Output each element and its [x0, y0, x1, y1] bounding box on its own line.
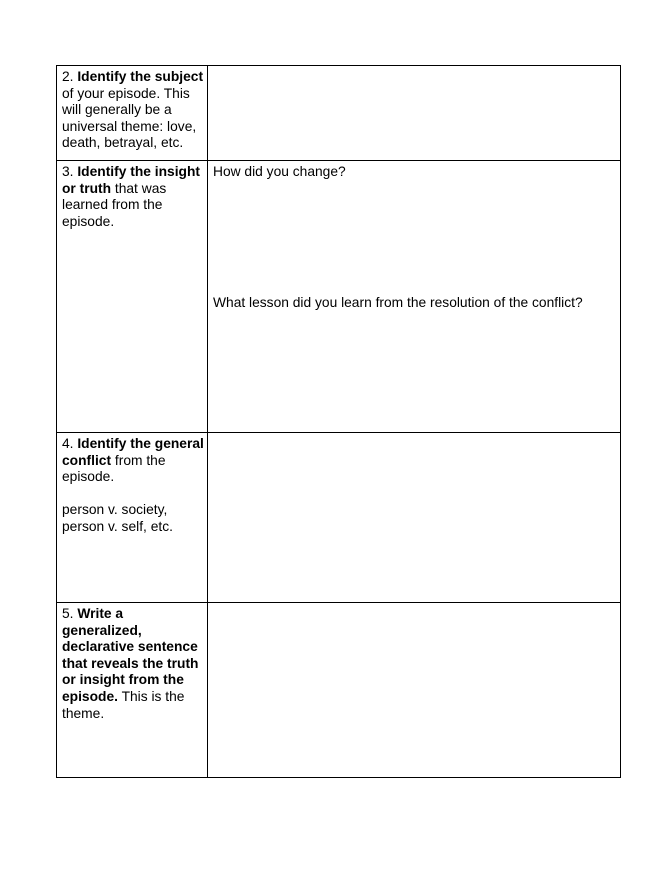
- prompt-cell-3[interactable]: [57, 161, 208, 432]
- table-row-2: [57, 66, 620, 160]
- prompt-text-4: [62, 436, 205, 486]
- prompt-bold-4: Identify the general conflict: [62, 436, 204, 468]
- answer-cell-2[interactable]: [208, 66, 620, 160]
- prompt-rest-3: that was learned from the episode.: [62, 180, 167, 229]
- item-number-2: 2.: [62, 69, 78, 84]
- prompt-bold-2: Identify the subject: [77, 69, 204, 84]
- prompt-cell-5[interactable]: [57, 603, 208, 777]
- prompt-rest-5: This is the theme.: [62, 688, 185, 721]
- item-number-5: 5.: [62, 606, 78, 621]
- prompt-bold-3: Identify the insight or truth: [62, 164, 200, 196]
- answer-question-2: What lesson did you learn from the resolution of the conflict?: [213, 294, 583, 310]
- prompt-rest-2: of your episode. This will generally be a universal theme: love, death, betrayal, etc.: [62, 85, 197, 151]
- item-number-3: 3.: [62, 164, 78, 179]
- prompt-rest-4: from the episode.: [62, 452, 166, 485]
- worksheet-table: [56, 65, 621, 778]
- prompt-text-3: [62, 164, 205, 230]
- answer-question-1: How did you change?: [213, 164, 346, 179]
- table-row-4: [57, 432, 620, 602]
- prompt-bold-5: Write a generalized, declarative sentence that reveals the truth or insight from the episode.: [62, 606, 199, 704]
- table-row-3: [57, 160, 620, 432]
- prompt-text-5: [62, 606, 205, 722]
- answer-cell-4[interactable]: [208, 433, 620, 602]
- prompt-note-4: person v. society, person v. self, etc.: [62, 502, 173, 534]
- answer-cell-5[interactable]: [208, 603, 620, 777]
- item-number-4: 4.: [62, 436, 78, 451]
- prompt-text-2: [62, 69, 205, 152]
- prompt-cell-2[interactable]: [57, 66, 208, 160]
- answer-cell-3[interactable]: [208, 161, 620, 432]
- table-row-5: [57, 602, 620, 777]
- prompt-cell-4[interactable]: [57, 433, 208, 602]
